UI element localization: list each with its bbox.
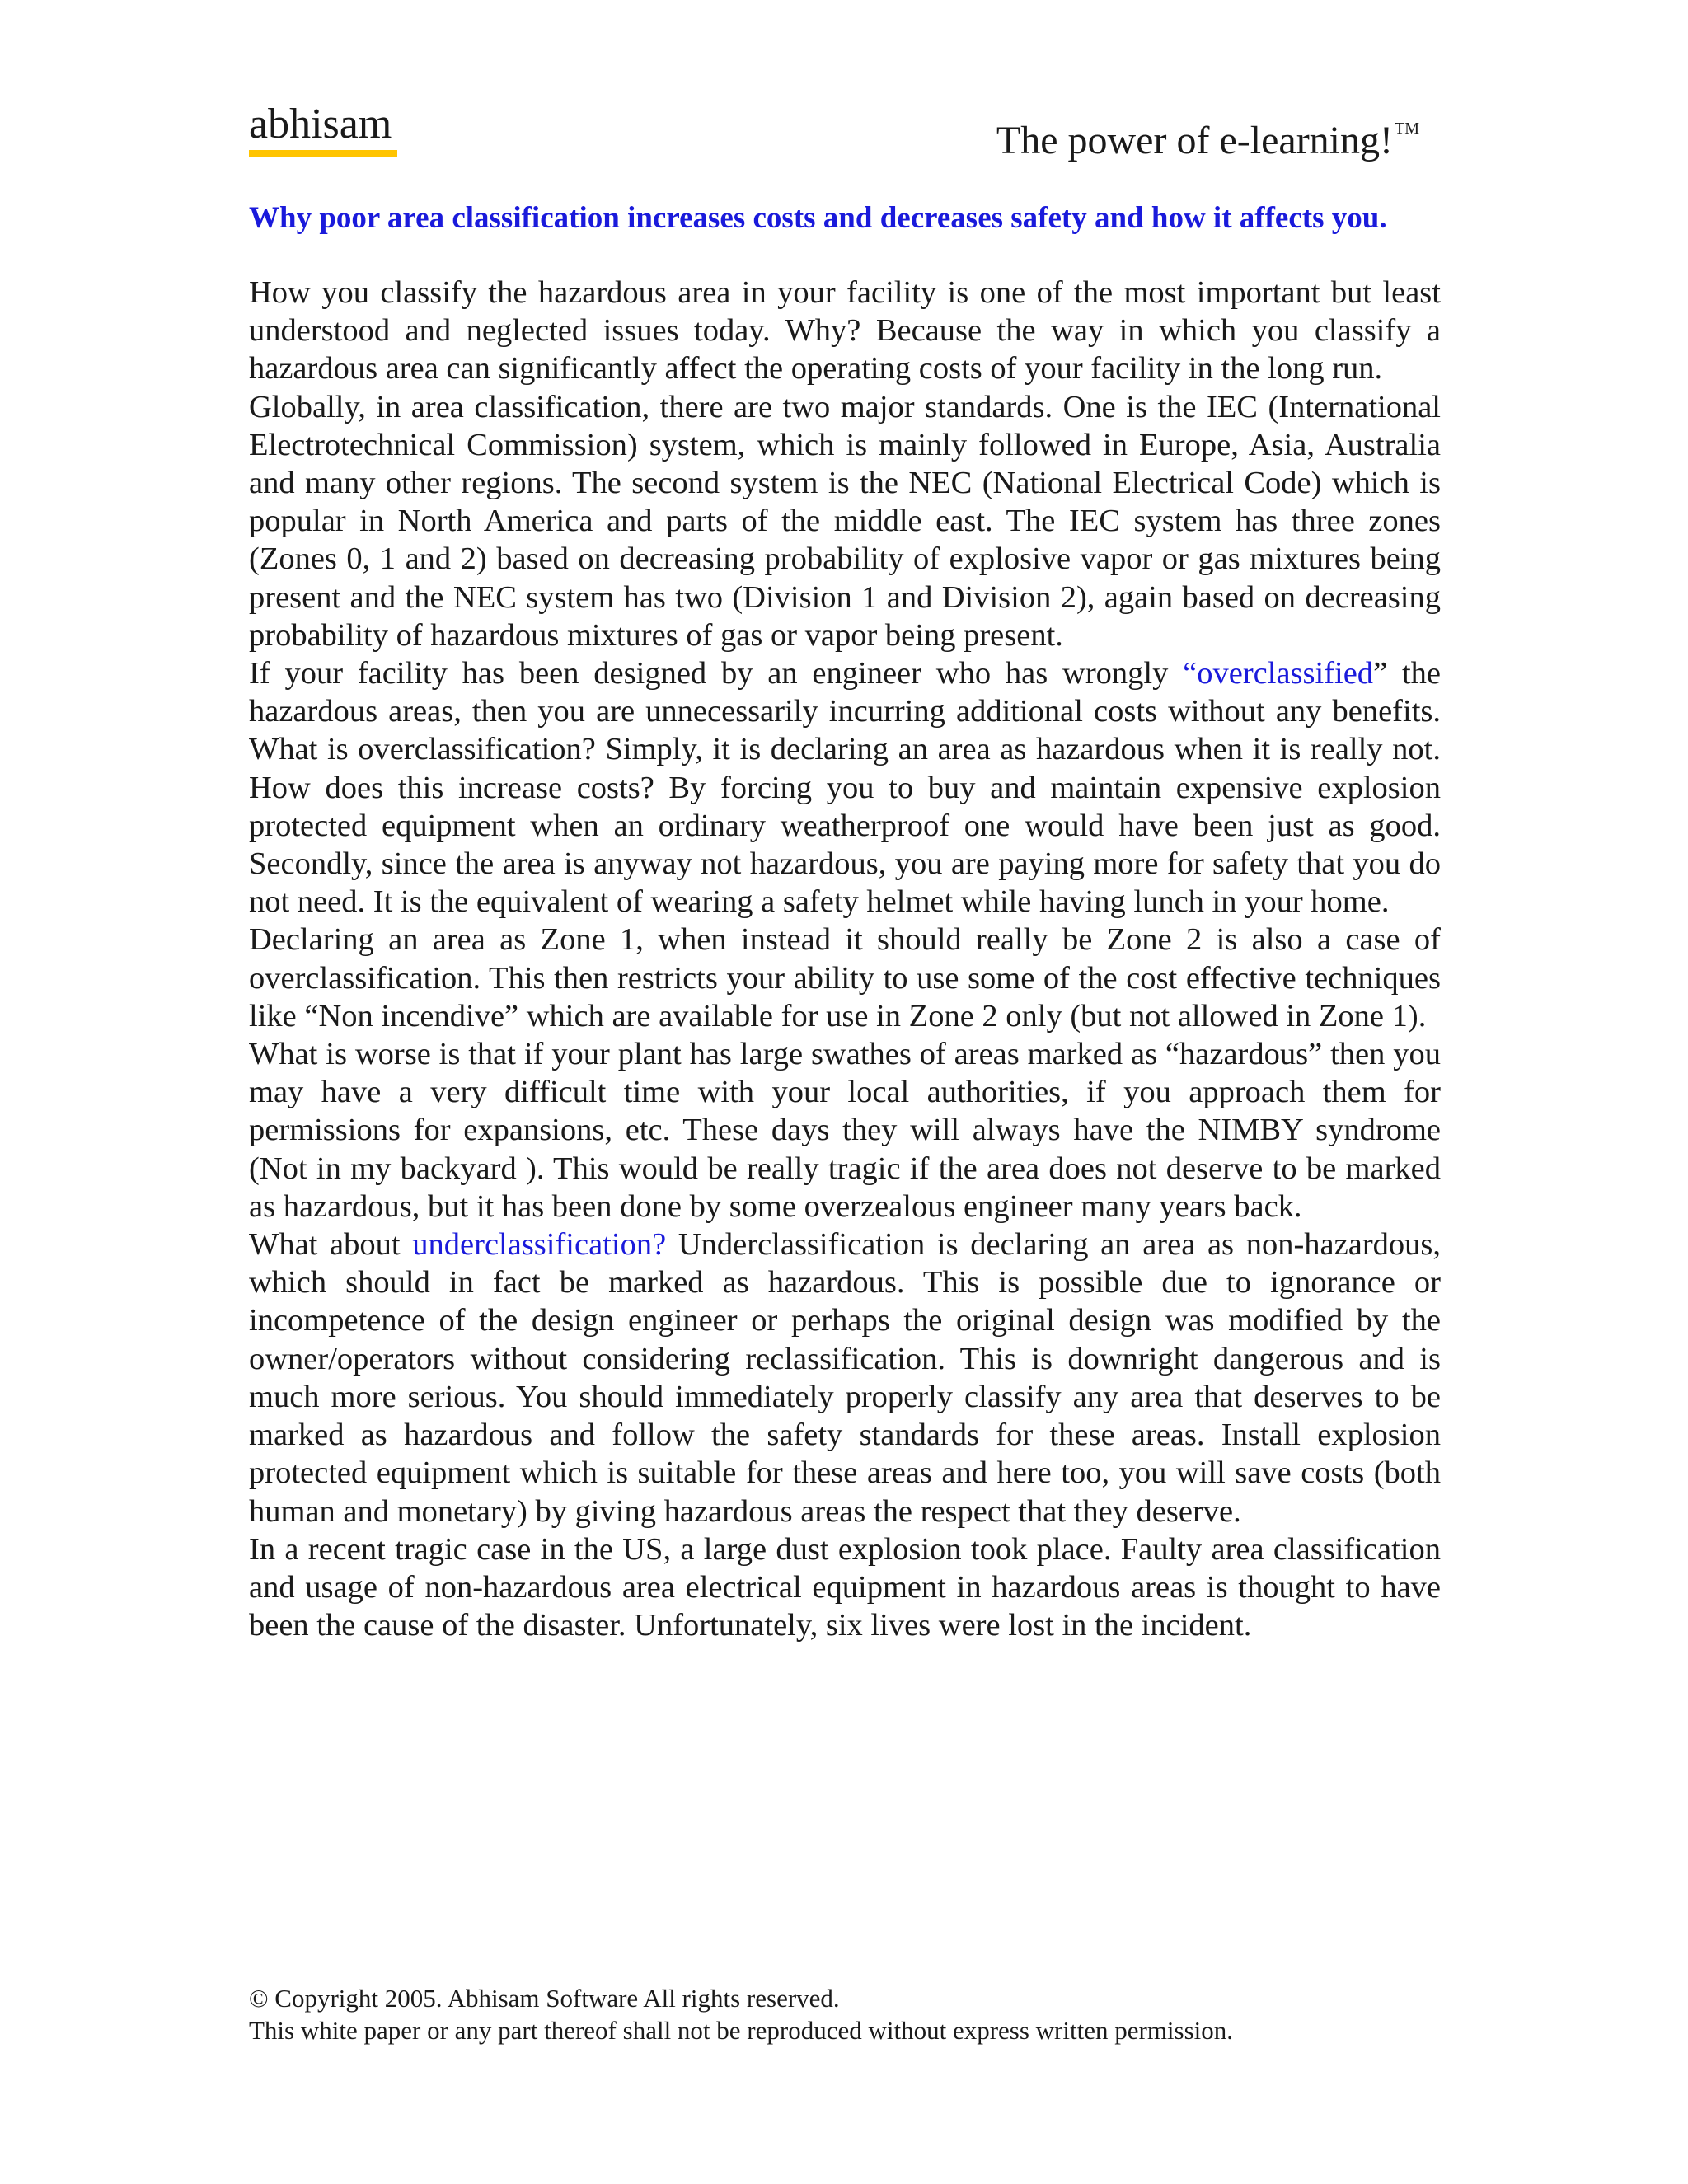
paragraph-dust-explosion: In a recent tragic case in the US, a large dust explosion took place. Faulty area classification and usage of non-hazardous area electrical equipment in hazardous areas is thought to have been the cause of the disaster. Unfortunately, six lives were lost in the incident. xyxy=(249,1531,1441,1643)
brand-underline xyxy=(249,150,397,157)
trademark-symbol: TM xyxy=(1395,120,1419,138)
brand-logo-text: abhisam xyxy=(249,101,392,148)
paragraph-intro: How you classify the hazardous area in your facility is one of the most important but least understood and neglected issues today. Why? Because the way in which you classify a hazardous area can significantly affect the operating costs of your facility in the long run. xyxy=(249,275,1441,387)
document-content xyxy=(249,199,1441,1644)
paragraph-text: ” the hazardous areas, then you are unnecessarily incurring additional costs without any benefits. What is overclassification? Simply, it is declaring an area as hazardous when it is really not. How does this increase costs? By forcing you to buy and maintain expensive explosion protected equipment when an ordinary weatherproof one would have been just as good. Secondly, since the area is anyway not hazardous, you are paying more for safety that you do not need. It is the equivalent of wearing a safety helmet while having lunch in your home. xyxy=(249,656,1441,920)
paragraph-zone-overclassification: Declaring an area as Zone 1, when instead it should really be Zone 2 is also a case of overclassification. This then restricts your ability to use some of the cost effective techniques like “Non incendive” which are available for use in Zone 2 only (but not allowed in Zone 1). xyxy=(249,922,1441,1033)
page-header xyxy=(249,99,1419,165)
copyright-text: © Copyright 2005. Abhisam Software All rights reserved. xyxy=(249,1984,840,2013)
page-footer xyxy=(249,1982,1485,2046)
header-tagline xyxy=(996,104,1419,166)
paragraph-text: Underclassification is declaring an area as non-hazardous, which should in fact be marked as hazardous. This is possible due to ignorance or incompetence of the design engineer or perhaps the original design was modified by the owner/operators without considering reclassification. This is downright dangerous and is much more serious. You should immediately properly classify any area that deserves to be marked as hazardous and follow the safety standards for these areas. Install explosion protected equipment which is suitable for these areas and here too, you will save costs (both human and monetary) by giving hazardous areas the respect that they deserve. xyxy=(249,1227,1441,1529)
paragraph-standards: Globally, in area classification, there are two major standards. One is the IEC (International Electrotechnical Commission) system, which is mainly followed in Europe, Asia, Australia and many other regions. The second system is the NEC (National Electrical Code) which is popular in North America and parts of the middle east. The IEC system has three zones (Zones 0, 1 and 2) based on decreasing probability of explosive vapor or gas mixtures being present and the NEC system has two (Division 1 and Division 2), again based on decreasing probability of hazardous mixtures of gas or vapor being present. xyxy=(249,389,1441,653)
tagline-text: The power of e-learning! xyxy=(996,119,1393,162)
reproduction-notice: This white paper or any part thereof shall not be reproduced without express written permission. xyxy=(249,2016,1234,2045)
paragraph-underclassification xyxy=(249,1226,1441,1530)
paragraph-text: What about xyxy=(249,1227,413,1263)
document-body xyxy=(249,274,1441,1644)
document-title: Why poor area classification increases costs and decreases safety and how it affects you. xyxy=(249,201,1387,235)
paragraph-overclassification xyxy=(249,654,1441,921)
paragraph-text: If your facility has been designed by an engineer who has wrongly xyxy=(249,656,1184,691)
overclassified-link[interactable]: “overclassified xyxy=(1183,656,1374,691)
paragraph-nimby: What is worse is that if your plant has large swathes of areas marked as “hazardous” then you may have a very difficult time with your local authorities, if you approach them for permissions for expansions, etc. These days they will always have the NIMBY syndrome (Not in my backyard ). This would be really tragic if the area does not deserve to be marked as hazardous, but it has been done by some overzealous engineer many years back. xyxy=(249,1037,1441,1224)
underclassification-link[interactable]: underclassification? xyxy=(412,1227,667,1263)
